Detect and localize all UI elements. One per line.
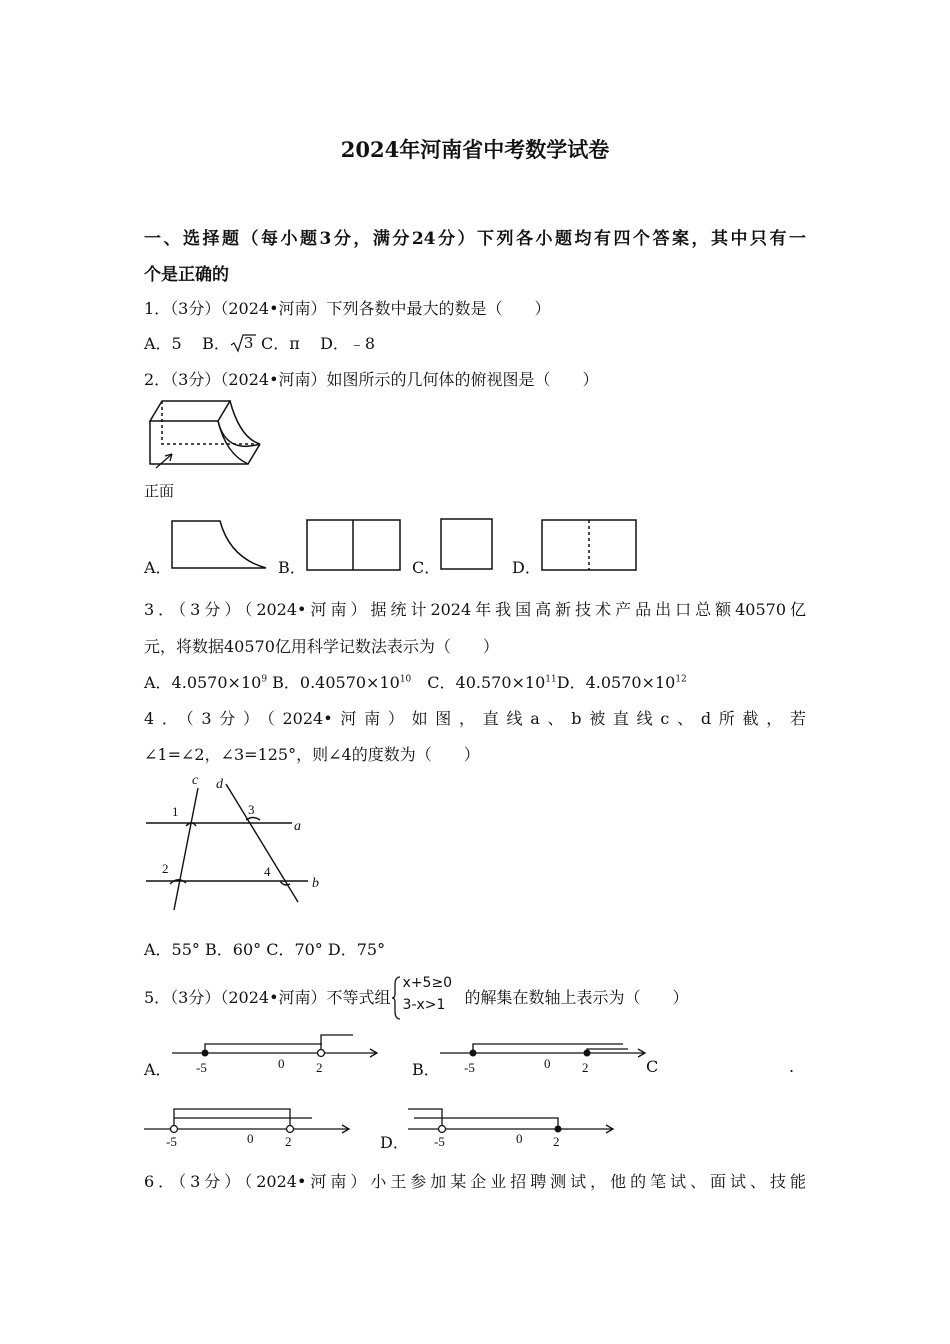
tick-label: 2 [553, 1134, 560, 1149]
q3-option-c: C．40.570×10 [411, 673, 546, 692]
q1-option-b: B． [202, 334, 230, 353]
q4-parallel-lines-figure [140, 770, 340, 915]
q2-option-a-figure [170, 518, 270, 573]
q1-option-c: C．π [260, 334, 300, 353]
q5-option-c: C [646, 1057, 659, 1076]
q5-option-a: A． [144, 1060, 172, 1079]
tick-label: 2 [582, 1060, 589, 1075]
q5-option-c-dot: . [789, 1057, 795, 1076]
q2-option-c-figure [440, 517, 495, 571]
tick-label: -5 [434, 1134, 445, 1149]
sqrt-symbol [230, 334, 256, 352]
question-3-line2: 元，将数据40570亿用科学记数法表示为（ ） [144, 637, 499, 656]
question-4-line1: 4．（3分）（2024•河南）如图，直线a、b被直线c、d所截，若 [144, 709, 806, 728]
q2-solid-figure [142, 396, 267, 476]
inequality-system [391, 974, 465, 1013]
angle-4-label: 4 [264, 864, 271, 879]
angle-2-label: 2 [162, 861, 169, 876]
front-label: 正面 [144, 482, 175, 500]
section-heading-line1: 一、选择题（每小题3分，满分24分）下列各小题均有四个答案，其中只有一 [144, 229, 806, 249]
question-3-options [144, 670, 687, 693]
q2-option-d: D． [512, 558, 541, 577]
label-b: b [312, 876, 319, 891]
q2-option-b-figure [306, 518, 402, 572]
tick-label: 0 [544, 1056, 551, 1071]
q5-option-b-number-line [438, 1030, 653, 1078]
angle-3-label: 3 [248, 802, 255, 817]
question-6-line1: 6．（3分）（2024•河南）小王参加某企业招聘测试，他的笔试、面试、技能 [144, 1172, 806, 1191]
q5-option-d: D． [380, 1133, 409, 1152]
question-2-stem: 2．（3分）（2024•河南）如图所示的几何体的俯视图是（ ） [144, 370, 599, 389]
q2-option-b: B． [278, 558, 306, 577]
left-brace-icon [391, 975, 401, 1021]
tick-label: 0 [247, 1131, 254, 1146]
q3-exp-d: 12 [675, 674, 687, 685]
q3-option-a: A．4.0570×10 [144, 673, 262, 692]
tick-label: -5 [464, 1060, 475, 1075]
q3-option-d: D．4.0570×10 [556, 673, 676, 692]
inequality-2: 3-x>1 [402, 996, 446, 1013]
question-3-line1: 3．（3分）（2024•河南）据统计2024年我国高新技术产品出口总额40570亿 [144, 600, 806, 619]
tick-label: 2 [285, 1134, 292, 1149]
q3-exp-c: 11 [545, 674, 557, 685]
tick-label: -5 [196, 1060, 207, 1075]
question-1-stem: 1．（3分）（2024•河南）下列各数中最大的数是（ ） [144, 299, 551, 318]
angle-1-label: 1 [172, 804, 179, 819]
q5-stem-post: 的解集在数轴上表示为（ ） [464, 988, 689, 1007]
q2-option-c: C． [412, 558, 441, 577]
q5-option-b: B． [412, 1060, 440, 1079]
q3-option-b: B．0.40570×10 [267, 673, 400, 692]
tick-label: 0 [278, 1056, 285, 1071]
q3-exp-a: 9 [261, 674, 268, 685]
tick-label: 0 [516, 1131, 523, 1146]
question-1-options [144, 331, 375, 354]
page-title: 2024年河南省中考数学试卷 [340, 137, 610, 162]
q5-option-d-number-line [406, 1104, 621, 1152]
question-5-stem [144, 974, 689, 1013]
label-c: c [192, 773, 199, 788]
q2-option-a: A． [144, 558, 172, 577]
label-d: d [216, 777, 223, 792]
q1-option-d: D．﹣8 [320, 334, 376, 353]
radicand: 3 [243, 334, 254, 352]
q5-option-a-number-line [170, 1030, 385, 1078]
q2-option-d-figure [541, 518, 638, 572]
question-4-options: A．55° B．60° C．70° D．75° [144, 940, 386, 959]
tick-label: -5 [166, 1134, 177, 1149]
q5-stem-pre: 5．（3分）（2024•河南）不等式组 [144, 988, 391, 1007]
q5-option-c-number-line [142, 1104, 357, 1152]
q3-exp-b: 10 [399, 674, 412, 685]
question-4-line2: ∠1=∠2，∠3=125°，则∠4的度数为（ ） [144, 745, 480, 764]
label-a: a [294, 819, 301, 834]
tick-label: 2 [316, 1060, 323, 1075]
q1-option-a: A．5 [144, 334, 182, 353]
inequality-1: x+5≥0 [402, 974, 453, 991]
section-heading-line2: 个是正确的 [144, 265, 229, 285]
